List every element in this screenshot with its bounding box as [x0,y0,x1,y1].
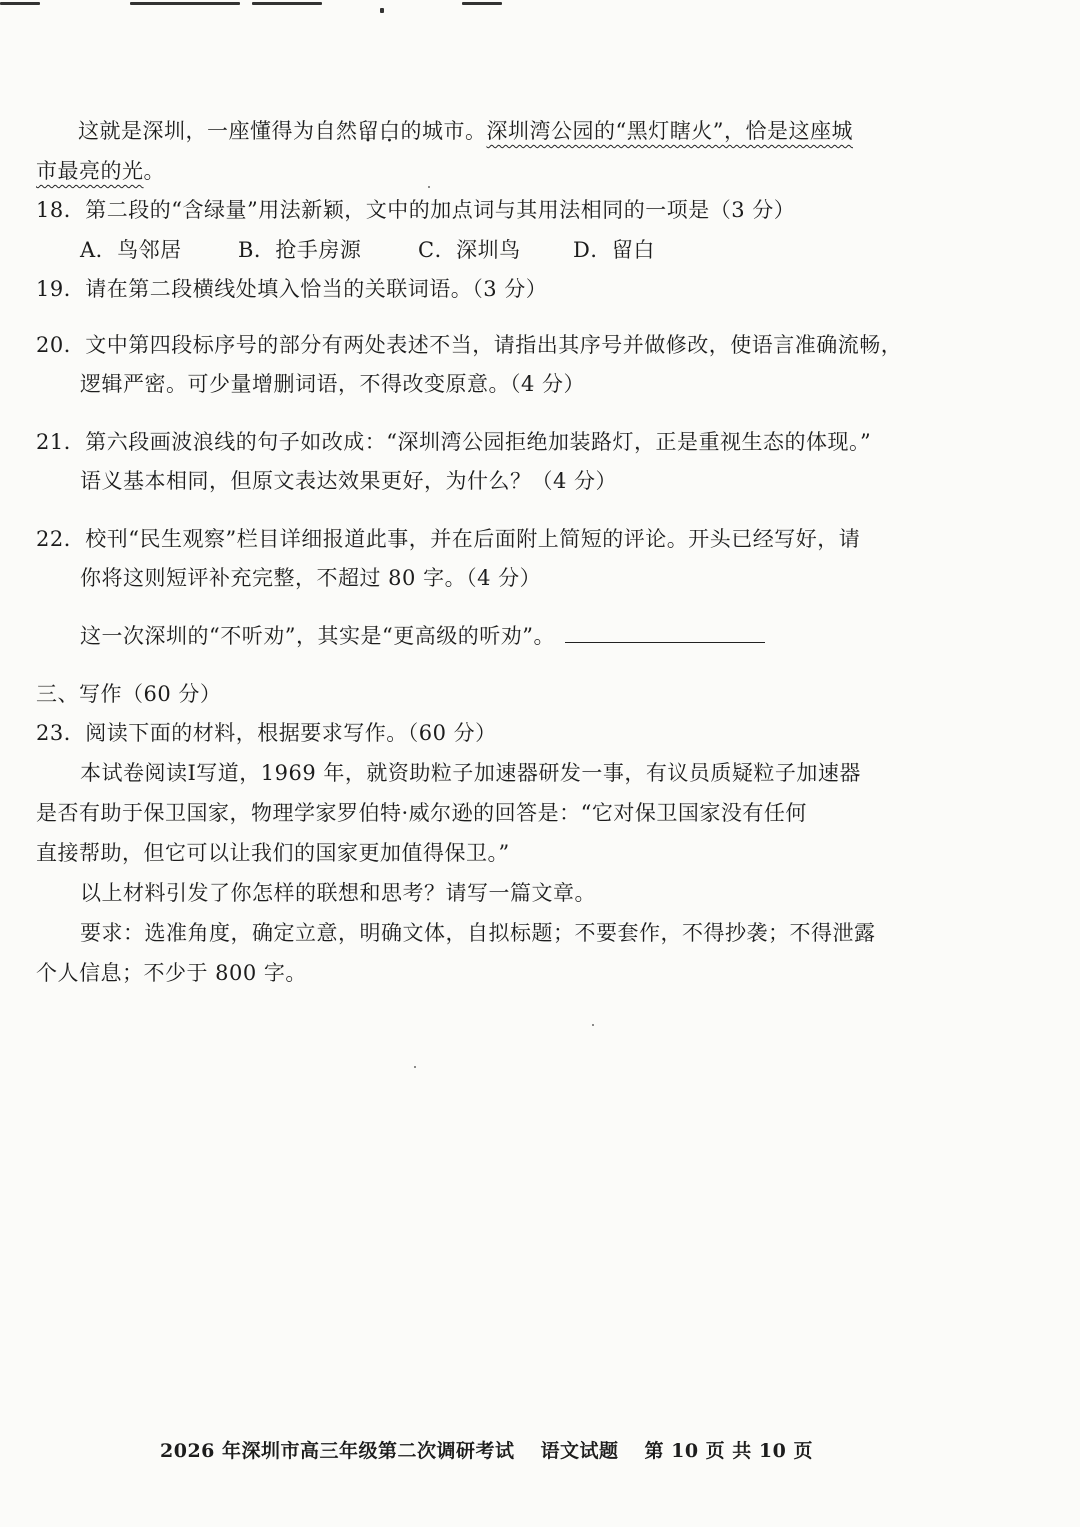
material-line-3: 直接帮助，但它可以让我们的国家更加值得保卫。” [36,841,510,865]
option-a: A．鸟邻居 [80,238,182,262]
dotted-char: 白 [379,119,401,143]
passage-closing-line-1 [78,116,853,146]
question-18-options [80,235,655,265]
scan-speck [428,186,430,188]
question-21-line-2: 语义基本相同，但原文表达效果更好，为什么？（4 分） [80,469,618,493]
wavy-underlined-text: 市最亮的光 [36,159,144,183]
question-23-stem: 23．阅读下面的材料，根据要求写作。（60 分） [36,721,497,745]
page-footer [160,1436,813,1463]
footer-subject: 语文试题 [540,1440,619,1462]
scan-edge-marks [0,0,1080,14]
option-d: D．留白 [573,238,655,262]
passage-text: 的城市。 [400,119,487,143]
question-20-line-2: 逻辑严密。可少量增删词语，不得改变原意。（4 分） [80,372,586,396]
question-21-line-1: 21．第六段画波浪线的句子如改成：“深圳湾公园拒绝加装路灯，正是重视生态的体现。” [36,430,872,454]
question-19: 19．请在第二段横线处填入恰当的关联词语。（3 分） [36,277,548,301]
question-18-stem: 18．第二段的“含绿量”用法新颖，文中的加点词与其用法相同的一项是（3 分） [36,198,796,222]
commentary-opening: 这一次深圳的“不听劝”，其实是“更高级的听劝”。 [80,624,555,648]
passage-text: 。 [143,159,165,183]
passage-text: 这就是深圳，一座懂得为自然 [78,119,358,143]
scan-speck [414,1066,416,1068]
dotted-char: 留 [357,119,379,143]
question-22-line-1: 22．校刊“民生观察”栏目详细报道此事，并在后面附上简短的评论。开头已经写好，请 [36,527,861,551]
option-c: C．深圳鸟 [418,238,521,262]
material-line-2: 是否有助于保卫国家，物理学家罗伯特·威尔逊的回答是：“它对保卫国家没有任何 [36,801,807,825]
passage-closing-line-2 [36,156,165,186]
question-20-line-1: 20．文中第四段标序号的部分有两处表述不当，请指出其序号并做修改，使语言准确流畅， [36,333,903,357]
footer-page-number: 第 10 页 共 10 页 [644,1440,813,1462]
question-22-prompt [80,621,765,651]
answer-blank [565,622,765,643]
scan-speck [592,1024,594,1026]
writing-prompt: 以上材料引发了你怎样的联想和思考？请写一篇文章。 [80,881,596,905]
section-3-heading: 三、写作（60 分） [36,682,222,706]
wavy-underlined-text: 深圳湾公园的“黑灯瞎火”，恰是这座城 [486,119,853,143]
question-22-line-2: 你将这则短评补充完整，不超过 80 字。（4 分） [80,566,542,590]
requirements-line-2: 个人信息；不少于 800 字。 [36,961,307,985]
option-b: B．抢手房源 [238,238,362,262]
requirements-line-1: 要求：选准角度，确定立意，明确文体，自拟标题；不要套作，不得抄袭；不得泄露 [80,921,876,945]
footer-exam-title: 2026 年深圳市高三年级第二次调研考试 [160,1440,515,1462]
material-line-1: 本试卷阅读Ⅰ写道，1969 年，就资助粒子加速器研发一事，有议员质疑粒子加速器 [80,761,861,785]
